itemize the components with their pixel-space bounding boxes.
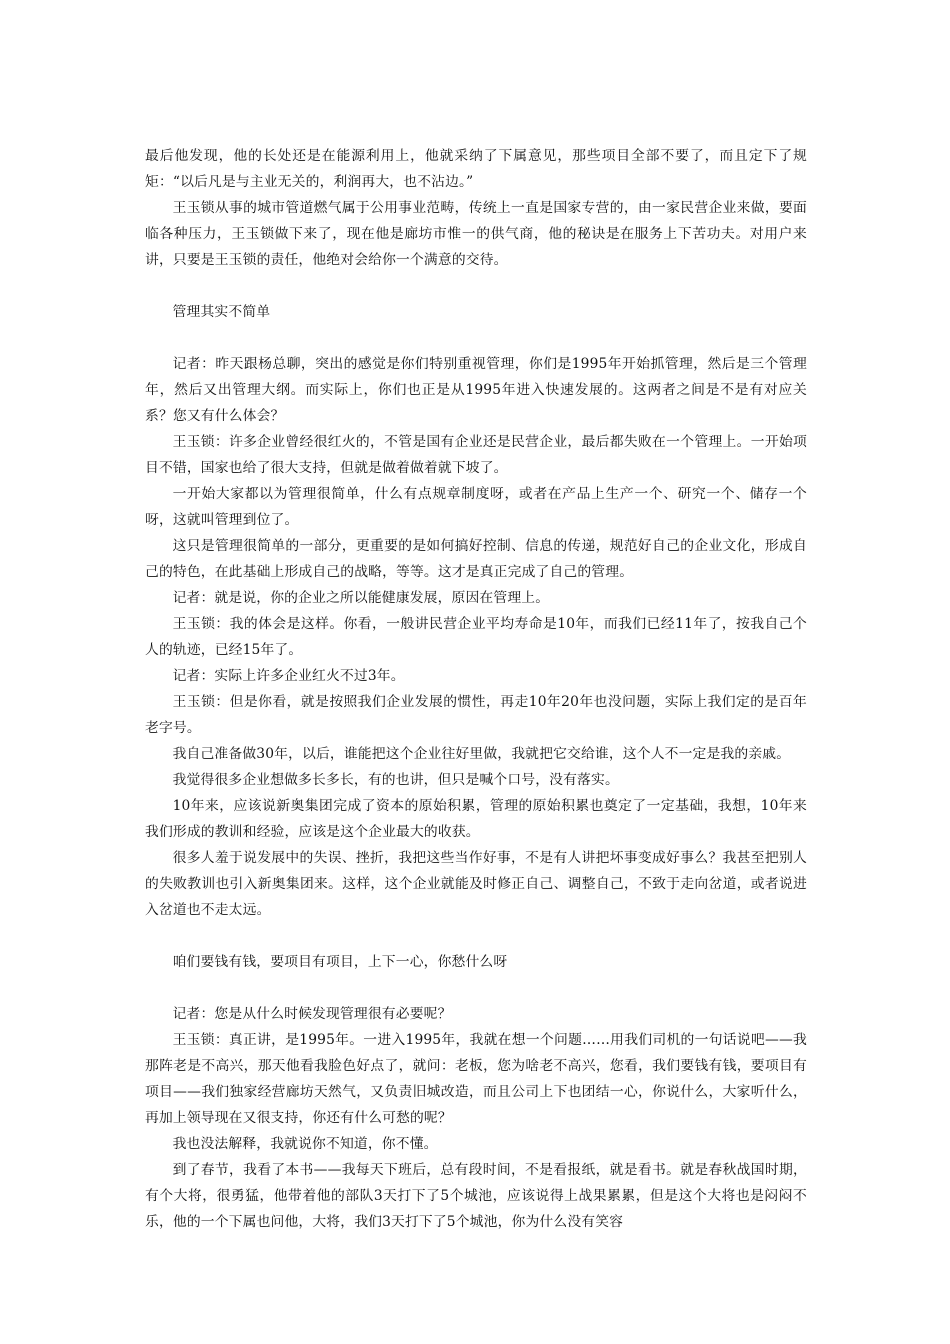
paragraph: 王玉锁：许多企业曾经很红火的，不管是国有企业还是民营企业，最后都失败在一个管理上。一开始项目不错，国家也给了很大支持，但就是做着做着就下坡了。: [145, 434, 807, 476]
paragraph: 王玉锁：真正讲，是1995年。一进入1995年，我就在想一个问题……用我们司机的一句话说吧——我那阵老是不高兴，那天他看我脸色好点了，就问：老板，您为啥老不高兴，您看，我们要钱有钱，要项目有项目——我们独家经营廊坊天然气，又负责旧城改造，而且公司上下也团结一心，你说什么，大家听什么，再加上领导现在又很支持，你还有什么可愁的呢？: [145, 1032, 807, 1126]
section-heading-money-projects: 咱们要钱有钱，要项目有项目，上下一心，你愁什么呀: [172, 954, 508, 970]
paragraph: 很多人羞于说发展中的失误、挫折，我把这些当作好事，不是有人讲把坏事变成好事么？我甚至把别人的失败教训也引入新奥集团来。这样，这个企业就能及时修正自己、调整自己，不致于走向岔道，或者说进入岔道也不走太远。: [145, 850, 807, 918]
paragraph: 王玉锁：但是你看，就是按照我们企业发展的惯性，再走10年20年也没问题，实际上我们定的是百年老字号。: [145, 694, 807, 736]
paragraph: 王玉锁：我的体会是这样。你看，一般讲民营企业平均寿命是10年，而我们已经11年了，按我自己个人的轨迹，已经15年了。: [145, 616, 807, 658]
paragraph: 记者：您是从什么时候发现管理很有必要呢？: [172, 1006, 452, 1022]
paragraph: 到了春节，我看了本书——我每天下班后，总有段时间，不是看报纸，就是看书。就是春秋战国时期，有个大将，很勇猛，他带着他的部队3天打下了5个城池，应该说得上战果累累，但是这个大将也是闷闷不乐，他的一个下属也问他，大将，我们3天打下了5个城池，你为什么没有笑容: [145, 1162, 807, 1230]
paragraph: 我也没法解释，我就说你不知道，你不懂。: [172, 1136, 438, 1152]
document-page: [145, 143, 807, 1235]
paragraph: 一开始大家都以为管理很简单，什么有点规章制度呀，或者在产品上生产一个、研究一个、储存一个呀，这就叫管理到位了。: [145, 486, 807, 528]
paragraph: 记者：昨天跟杨总聊，突出的感觉是你们特别重视管理，你们是1995年开始抓管理，然后是三个管理年，然后又出管理大纲。而实际上，你们也正是从1995年进入快速发展的。这两者之间是不是有对应关系？您又有什么体会？: [145, 356, 807, 424]
section-heading-management: 管理其实不简单: [172, 304, 271, 320]
paragraph: 记者：实际上许多企业红火不过3年。: [172, 668, 405, 684]
paragraph: 王玉锁从事的城市管道燃气属于公用事业范畴，传统上一直是国家专营的，由一家民营企业来做，要面临各种压力，王玉锁做下来了，现在他是廊坊市惟一的供气商，他的秘诀是在服务上下苦功夫。对用户来讲，只要是王玉锁的责任，他绝对会给你一个满意的交待。: [145, 200, 807, 268]
paragraph: 我觉得很多企业想做多长多长，有的也讲，但只是喊个口号，没有落实。: [172, 772, 619, 788]
paragraph: 记者：就是说，你的企业之所以能健康发展，原因在管理上。: [172, 590, 550, 606]
paragraph-continuation: 最后他发现，他的长处还是在能源利用上，他就采纳了下属意见，那些项目全部不要了，而且定下了规矩：“以后凡是与主业无关的，利润再大，也不沾边。”: [145, 148, 807, 190]
paragraph: 我自己准备做30年，以后，谁能把这个企业往好里做，我就把它交给谁，这个人不一定是我的亲戚。: [172, 746, 791, 762]
paragraph: 这只是管理很简单的一部分，更重要的是如何搞好控制、信息的传递，规范好自己的企业文化，形成自己的特色，在此基础上形成自己的战略，等等。这才是真正完成了自己的管理。: [145, 538, 807, 580]
paragraph: 10年来，应该说新奥集团完成了资本的原始积累，管理的原始积累也奠定了一定基础，我想，10年来我们形成的教训和经验，应该是这个企业最大的收获。: [145, 798, 807, 840]
